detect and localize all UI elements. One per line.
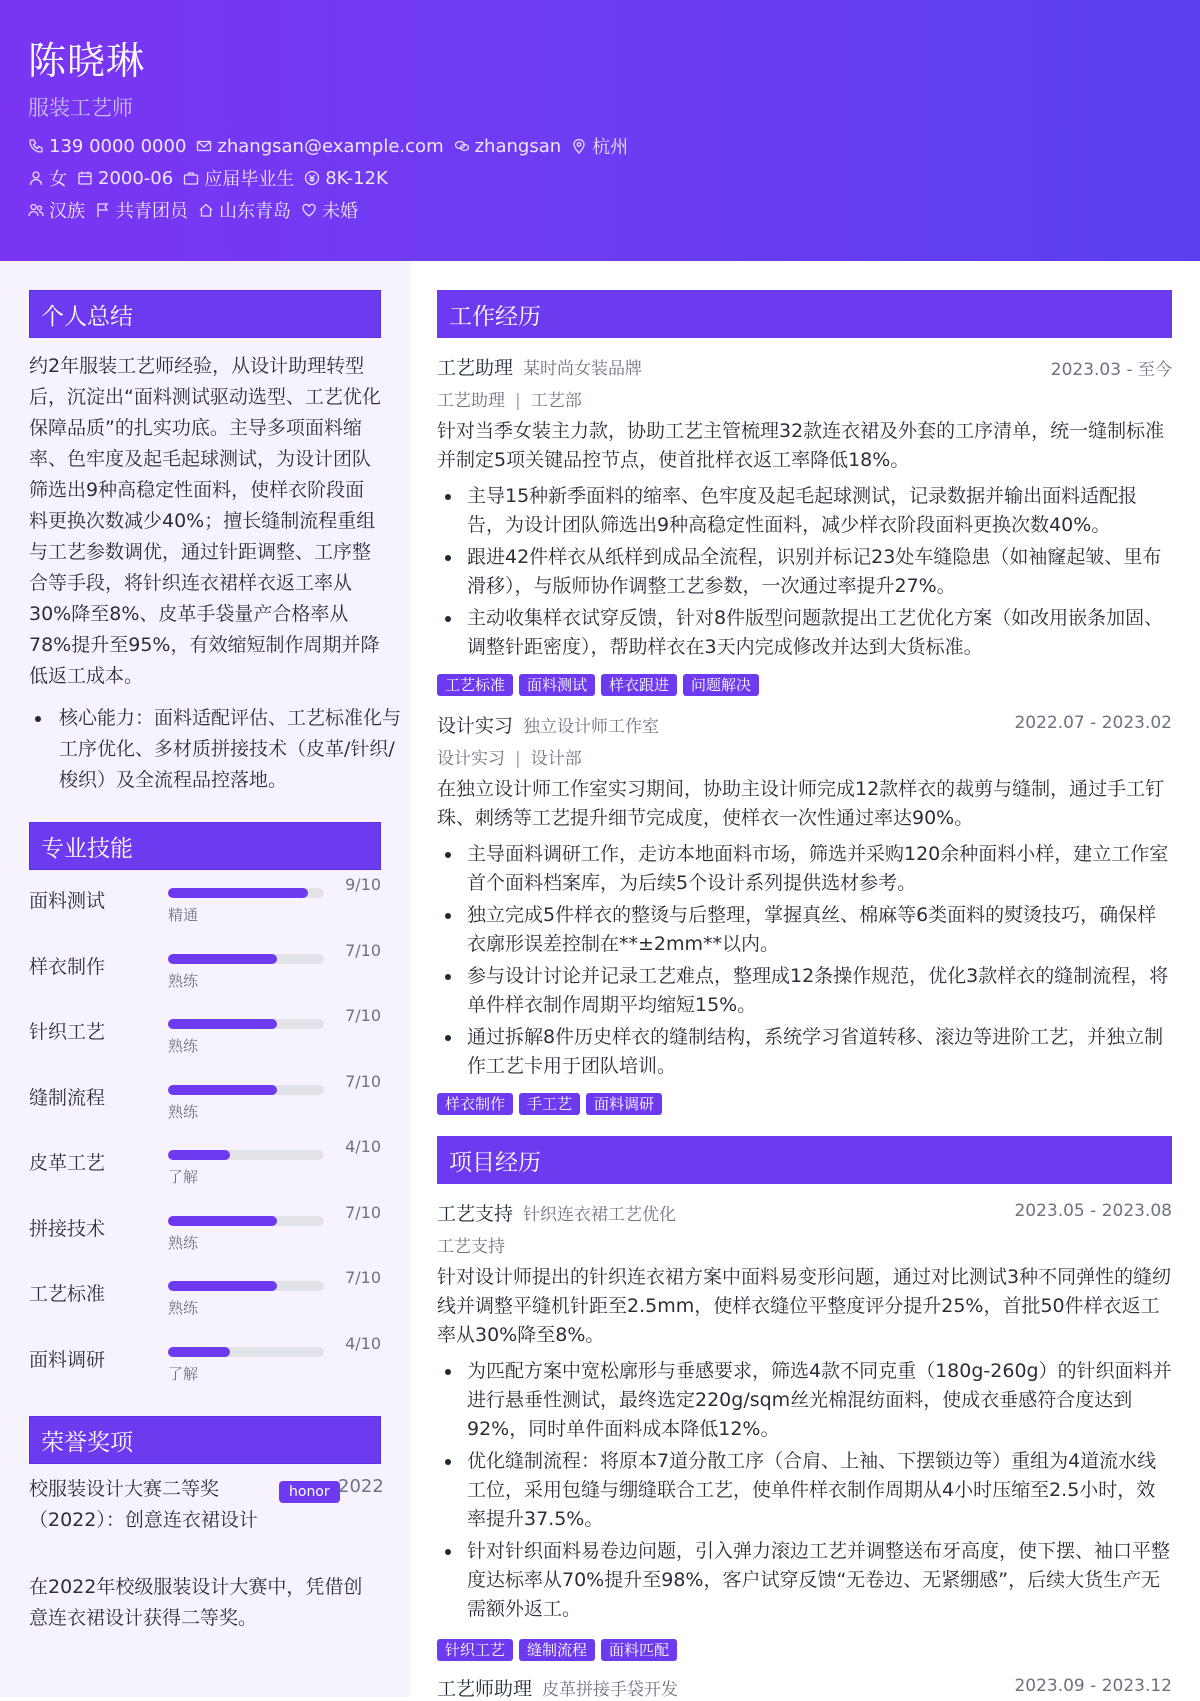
candidate-title: 服装工艺师 — [28, 96, 133, 120]
tag: 面料匹配 — [601, 1639, 677, 1661]
ethnicity-text: 汉族 — [49, 201, 85, 222]
tag: 缝制流程 — [519, 1639, 595, 1661]
skill-bar-fill — [168, 1347, 230, 1357]
work-entry-2-position: 设计实习 — [437, 749, 505, 769]
birth-item — [77, 168, 173, 189]
flag-icon — [95, 202, 111, 218]
skill-bar-fill — [168, 1281, 277, 1291]
skill-bar — [168, 888, 324, 898]
skill-score: 7/10 — [345, 940, 381, 960]
city-item — [571, 133, 628, 159]
contact-row — [28, 132, 638, 160]
skill-level: 了解 — [168, 1168, 199, 1186]
marital-item — [301, 197, 358, 223]
project-entry-1-description: 针对设计师提出的针织连衣裙方案中面料易变形问题，通过对比测试3种不同弹性的缝纫线并调整平缝机针距至2.5mm，使样衣缝位平整度评分提升25%，首批50件样衣返工率从30%降至8%。 — [437, 1266, 1172, 1346]
list-item: 主导面料调研工作，走访本地面料市场，筛选并采购120余种面料小样，建立工作室首个面料档案库，为后续5个设计系列提供选材参考。 — [437, 840, 1172, 898]
ethnicity-item — [28, 197, 85, 223]
skill-score: 7/10 — [345, 1006, 381, 1025]
honor-year: 2022 — [338, 1476, 384, 1497]
skill-score: 7/10 — [345, 1071, 381, 1091]
skill-score: 4/10 — [345, 1333, 381, 1353]
project-entry-1-role: 工艺支持 — [437, 1203, 514, 1225]
list-item: 跟进42件样衣从纸样到成品全流程，识别并标记23处车缝隐患（如袖窿起皱、里布滑移），与版师协作调整工艺参数，一次通过率提升27%。 — [437, 543, 1172, 601]
skill-score: 9/10 — [345, 875, 381, 894]
skill-bar — [168, 1085, 324, 1095]
work-entry-2-sub: 设计实习 | 设计部 — [437, 749, 582, 769]
skill-level: 熟练 — [168, 971, 199, 990]
tag: 针织工艺 — [437, 1639, 513, 1661]
phone-item — [28, 136, 186, 157]
work-entry-2-date: 2022.07 - 2023.02 — [1014, 713, 1172, 733]
phone-icon — [28, 138, 44, 154]
tag: 工艺标准 — [437, 674, 513, 696]
list-item: 为匹配方案中宽松廓形与垂感要求，筛选4款不同克重（180g-260g）的针织面料并进行悬垂性测试，最终选定220g/sqm丝光棉混纺面料，使成衣垂感符合度达到92%，同时单件面料成本降低12%。 — [437, 1357, 1172, 1444]
list-item: 优化缝制流程：将原本7道分散工序（合肩、上袖、下摆锁边等）重组为4道流水线工位，采用包缝与绷缝联合工艺，使单件样衣制作周期从4小时压缩至2.5小时，效率提升37.5%。 — [437, 1447, 1172, 1534]
skill-score: 4/10 — [345, 1137, 381, 1156]
email-item — [196, 136, 443, 157]
skills-heading: 专业技能 — [29, 822, 381, 870]
skill-row — [29, 1202, 381, 1266]
project-entry-1-bullets — [437, 1357, 1172, 1627]
honors-heading: 荣誉奖项 — [29, 1416, 381, 1464]
work-entry-1-role: 工艺助理 — [437, 357, 514, 379]
summary-text: 约2年服装工艺师经验，从设计助理转型后，沉淀出“面料测试驱动选型、工艺优化保障品质”的扎实功底。主导多项面料缩率、色牢度及起毛起球测试，为设计团队筛选出9种高稳定性面料，使样衣阶段面料更换次数减少40%；擅长缝制流程重组与工艺参数调优，通过针距调整、工序整合等手段，将针织连衣裙样衣返工率从30%降至8%、皮革手袋量产合格率从78%提升至95%，有效缩短制作周期并降低返工成本。 — [29, 355, 381, 687]
summary-heading: 个人总结 — [29, 290, 381, 338]
project-entry-2-role: 工艺师助理 — [437, 1678, 533, 1700]
skill-bar — [168, 1150, 324, 1160]
skill-bar-fill — [168, 888, 308, 898]
wechat-item — [454, 136, 562, 157]
tag: 面料测试 — [519, 674, 595, 696]
skill-name: 拼接技术 — [29, 1217, 106, 1240]
heart-icon — [301, 202, 317, 218]
list-item: 通过拆解8件历史样衣的缝制结构，系统学习省道转移、滚边等进阶工艺，并独立制作工艺卡用于团队培训。 — [437, 1023, 1172, 1081]
work-entry-2-title — [437, 711, 659, 738]
skill-row — [29, 940, 381, 1004]
skill-bar — [168, 954, 324, 964]
project-entry-1-date: 2023.05 - 2023.08 — [1014, 1201, 1172, 1221]
tag: 面料调研 — [586, 1093, 662, 1115]
work-entry-2-role: 设计实习 — [437, 715, 514, 737]
work-entry-1-sub: 工艺助理 | 工艺部 — [437, 391, 582, 411]
tag: 问题解决 — [683, 674, 759, 696]
project-entry-1-title — [437, 1199, 676, 1226]
skill-bar-fill — [168, 1019, 277, 1029]
project-entry-2-date: 2023.09 - 2023.12 — [1014, 1676, 1172, 1696]
honor-description: 在2022年校级服装设计大赛中，凭借创意连衣裙设计获得二等奖。 — [29, 1576, 363, 1629]
skill-row — [29, 1268, 381, 1331]
list-item: 主导15种新季面料的缩率、色牢度及起毛起球测试，记录数据并输出面料适配报告，为设计团队筛选出9种高稳定性面料，减少样衣阶段面料更换次数40%。 — [437, 482, 1172, 540]
tag: 样衣跟进 — [601, 674, 677, 696]
skill-name: 工艺标准 — [29, 1283, 106, 1305]
project-entry-1-tags — [437, 1639, 677, 1661]
skill-name: 针织工艺 — [29, 1021, 106, 1043]
projects-heading: 项目经历 — [437, 1136, 1172, 1184]
skill-row — [29, 875, 381, 938]
gender-item — [28, 165, 67, 191]
skill-row — [29, 1333, 381, 1397]
list-item: 独立完成5件样衣的整烫与后整理，掌握真丝、棉麻等6类面料的熨烫技巧，确保样衣廓形误差控制在**±2mm**以内。 — [437, 901, 1172, 959]
location-icon — [571, 138, 587, 154]
marital-text: 未婚 — [322, 201, 358, 222]
user-icon — [28, 170, 44, 186]
skill-row — [29, 1137, 381, 1200]
wechat-text: zhangsan — [474, 135, 562, 157]
email-text: zhangsan@example.com — [217, 135, 444, 157]
work-entry-1-tags — [437, 674, 759, 696]
skill-bar — [168, 1281, 324, 1291]
status-item — [183, 165, 294, 191]
skill-name: 面料调研 — [29, 1348, 106, 1371]
list-item: 针对针织面料易卷边问题，引入弹力滚边工艺并调整送布牙高度，使下摆、袖口平整度达标率从70%提升至98%，客户试穿反馈“无卷边、无紧绷感”，后续大货生产无需额外返工。 — [437, 1537, 1172, 1624]
personal-info-row — [28, 196, 368, 224]
skill-bar-fill — [168, 1085, 277, 1095]
basic-info-row — [28, 164, 398, 192]
birth-text: 2000-06 — [98, 167, 174, 189]
salary-text: 8K-12K — [325, 167, 388, 189]
work-entry-2-bullets — [437, 840, 1172, 1084]
skill-level: 熟练 — [168, 1299, 199, 1317]
skill-name: 缝制流程 — [29, 1086, 106, 1109]
hometown-text: 山东青岛 — [219, 201, 291, 222]
money-icon — [304, 170, 320, 186]
summary-bullet: 核心能力：面料适配评估、工艺标准化与工序优化、多材质拼接技术（皮革/针织/梭织）及全流程品控落地。 — [29, 703, 411, 796]
work-entry-1-org: 某时尚女装品牌 — [523, 359, 643, 379]
skill-bar-fill — [168, 954, 277, 964]
work-entry-2-org: 独立设计师工作室 — [523, 717, 660, 737]
skill-bar-fill — [168, 1216, 277, 1226]
salary-item — [304, 168, 388, 189]
mail-icon — [196, 138, 212, 154]
work-entry-1-position: 工艺助理 — [437, 391, 505, 411]
skill-name: 面料测试 — [29, 890, 106, 912]
skill-row — [29, 1071, 381, 1135]
gender-text: 女 — [49, 169, 67, 190]
skill-name: 皮革工艺 — [29, 1152, 106, 1174]
skill-score: 7/10 — [345, 1202, 381, 1222]
resume-header — [0, 0, 1200, 261]
work-entry-1-description: 针对当季女装主力款，协助工艺主管梳理32款连衣裙及外套的工序清单，统一缝制标准并制定5项关键品控节点，使首批样衣返工率降低18%。 — [437, 420, 1165, 471]
project-entry-2-org: 皮革拼接手袋开发 — [542, 1680, 679, 1700]
skill-level: 了解 — [168, 1364, 199, 1383]
skill-bar — [168, 1347, 324, 1357]
skill-bar — [168, 1216, 324, 1226]
status-text: 应届毕业生 — [204, 169, 295, 190]
honor-name: 校服装设计大赛二等奖（2022）：创意连衣裙设计 — [29, 1478, 258, 1531]
work-entry-2-description: 在独立设计师工作室实习期间，协助主设计师完成12款样衣的裁剪与缝制，通过手工钉珠、刺绣等工艺提升细节完成度，使样衣一次性通过率达90%。 — [437, 778, 1165, 829]
skill-level: 熟练 — [168, 1037, 199, 1055]
candidate-name: 陈晓琳 — [28, 39, 146, 83]
skill-level: 精通 — [168, 906, 199, 924]
phone-text: 139 0000 0000 — [49, 135, 187, 157]
work-entry-1-dept: 工艺部 — [530, 391, 582, 411]
political-text: 共青团员 — [116, 201, 188, 222]
calendar-icon — [77, 170, 93, 186]
project-entry-1-org: 针织连衣裙工艺优化 — [523, 1205, 677, 1225]
city-text: 杭州 — [592, 137, 629, 158]
skill-level: 熟练 — [168, 1233, 199, 1252]
skill-bar — [168, 1019, 324, 1029]
skill-score: 7/10 — [345, 1268, 381, 1287]
work-entry-1-date: 2023.03 - 至今 — [1050, 360, 1172, 380]
skill-name: 样衣制作 — [29, 955, 106, 978]
work-entry-1-title — [437, 353, 642, 380]
project-entry-1-position: 工艺支持 — [437, 1237, 505, 1257]
work-heading: 工作经历 — [437, 290, 1172, 338]
hometown-item — [198, 197, 291, 223]
work-entry-2-tags — [437, 1093, 662, 1115]
skill-row — [29, 1006, 381, 1069]
skill-bar-fill — [168, 1150, 230, 1160]
skill-level: 熟练 — [168, 1102, 199, 1121]
list-item: 主动收集样衣试穿反馈，针对8件版型问题款提出工艺优化方案（如改用嵌条加固、调整针距密度），帮助样衣在3天内完成修改并达到大货标准。 — [437, 604, 1172, 662]
political-item — [95, 197, 188, 223]
work-entry-1-bullets — [437, 482, 1172, 665]
home-icon — [198, 202, 214, 218]
list-item: 参与设计讨论并记录工艺难点，整理成12条操作规范，优化3款样衣的缝制流程，将单件样衣制作周期平均缩短15%。 — [437, 962, 1172, 1020]
wechat-icon — [454, 138, 470, 154]
people-icon — [28, 202, 44, 218]
briefcase-icon — [183, 170, 199, 186]
tag: 样衣制作 — [437, 1093, 513, 1115]
honor-badge: honor — [279, 1481, 340, 1503]
tag: 手工艺 — [519, 1093, 580, 1115]
work-entry-2-dept: 设计部 — [530, 749, 582, 769]
